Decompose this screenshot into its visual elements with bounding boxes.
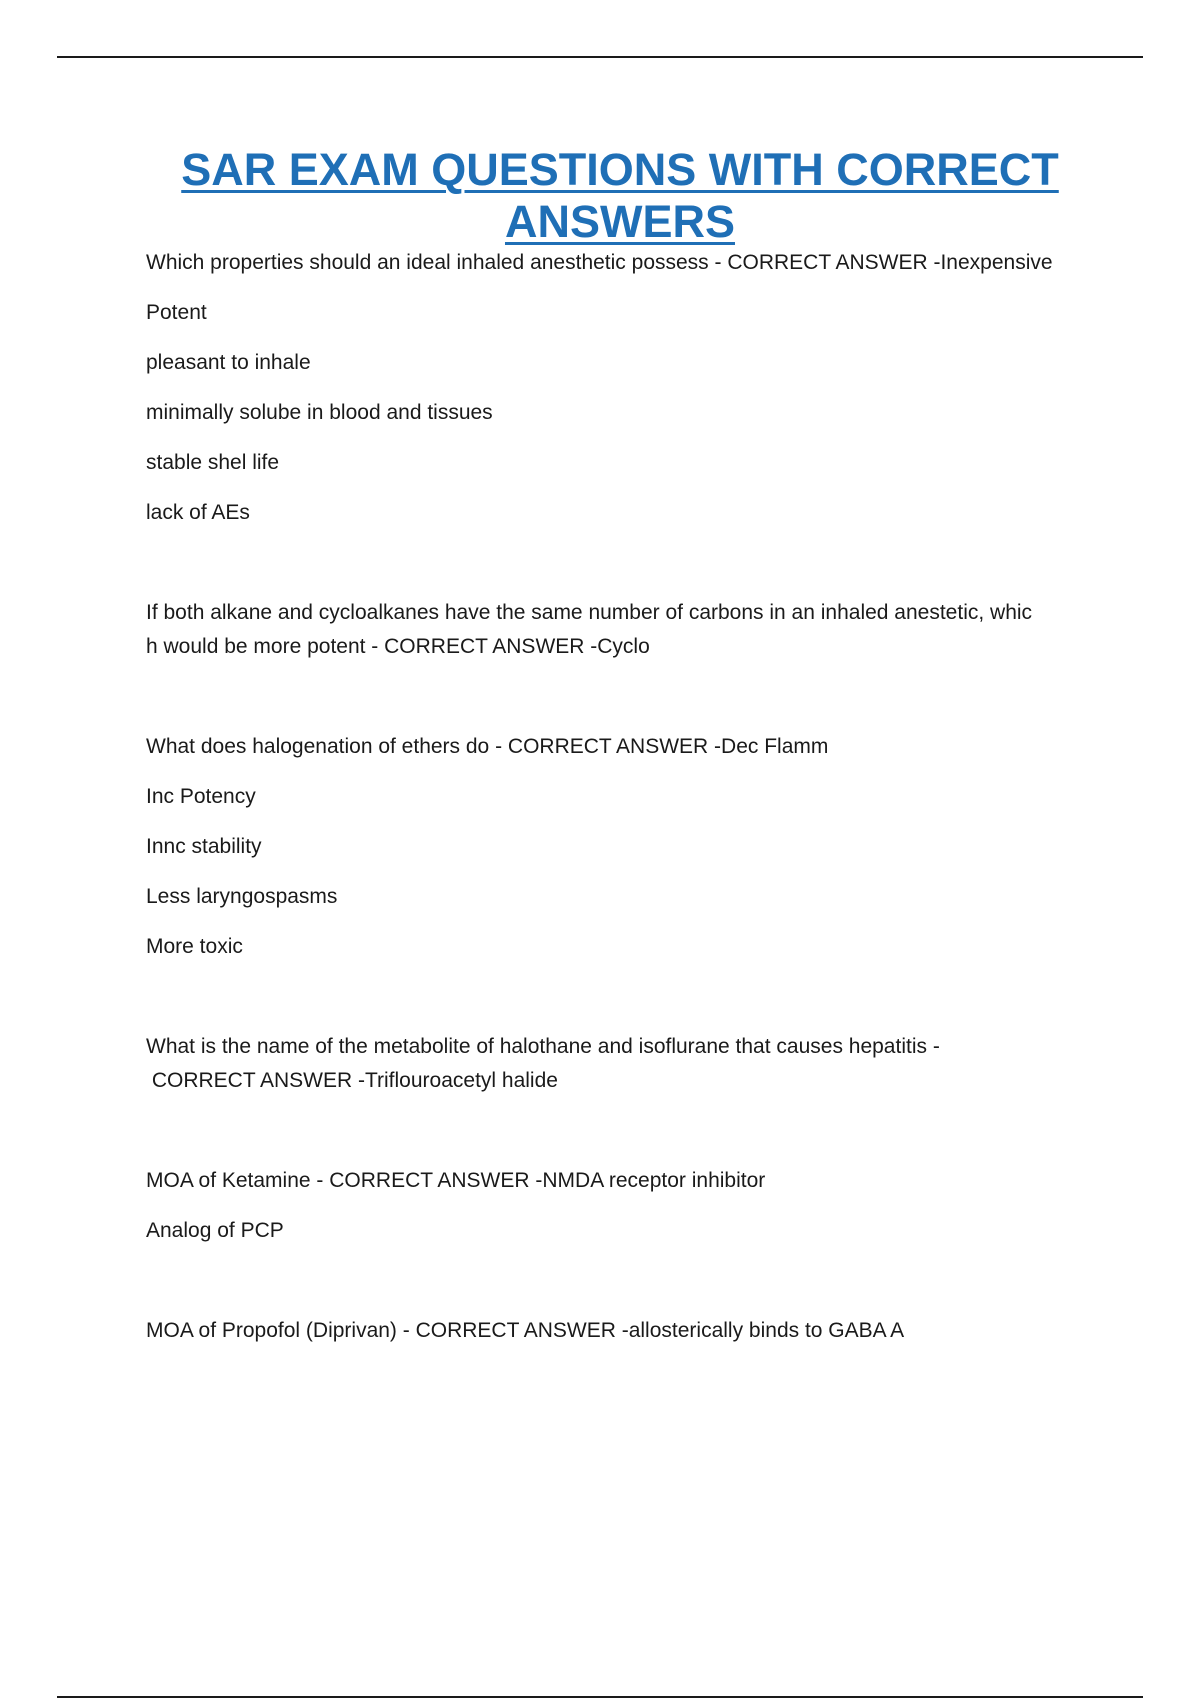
block-spacer [146,680,1096,730]
question-line: What does halogenation of ethers do - CORRECT ANSWER -Dec Flamm [146,735,829,758]
block-spacer [146,1114,1096,1164]
answer-line: Analog of PCP [146,1219,284,1242]
qa-block [146,596,1096,664]
answer-line: More toxic [146,935,243,958]
answer-line: Potent [146,301,207,324]
answer-line: pleasant to inhale [146,351,311,374]
block-spacer [146,980,1096,1030]
document-title: SAR EXAM QUESTIONS WITH CORRECT ANSWERS [181,144,1059,247]
qa-block [146,246,1096,530]
qa-block [146,1030,1096,1098]
answer-line: minimally solube in blood and tissues [146,401,493,424]
question-line: MOA of Ketamine - CORRECT ANSWER -NMDA receptor inhibitor [146,1169,766,1192]
block-spacer [146,1264,1096,1314]
answer-line: stable shel life [146,451,280,474]
question-line: What is the name of the metabolite of halothane and isoflurane that causes hepatitis - CORRECT ANSWER -Triflouroacetyl halide [146,1035,940,1092]
answer-line: Inc Potency [146,785,256,808]
question-line: Which properties should an ideal inhaled anesthetic possess - CORRECT ANSWER -Inexpensive [146,251,1053,274]
qa-block [146,1164,1096,1248]
answer-line: Innc stability [146,835,262,858]
bottom-divider [57,1696,1143,1698]
document-body [146,246,1096,1364]
question-line: MOA of Propofol (Diprivan) - CORRECT ANSWER -allosterically binds to GABA A [146,1319,905,1342]
qa-block [146,730,1096,964]
qa-block [146,1314,1096,1348]
answer-line: lack of AEs [146,501,250,524]
question-line: If both alkane and cycloalkanes have the same number of carbons in an inhaled anestetic, whic h would be more potent - CORRECT ANSWER -Cyclo [146,601,1033,658]
answer-line: Less laryngospasms [146,885,338,908]
top-divider [57,56,1143,58]
block-spacer [146,546,1096,596]
